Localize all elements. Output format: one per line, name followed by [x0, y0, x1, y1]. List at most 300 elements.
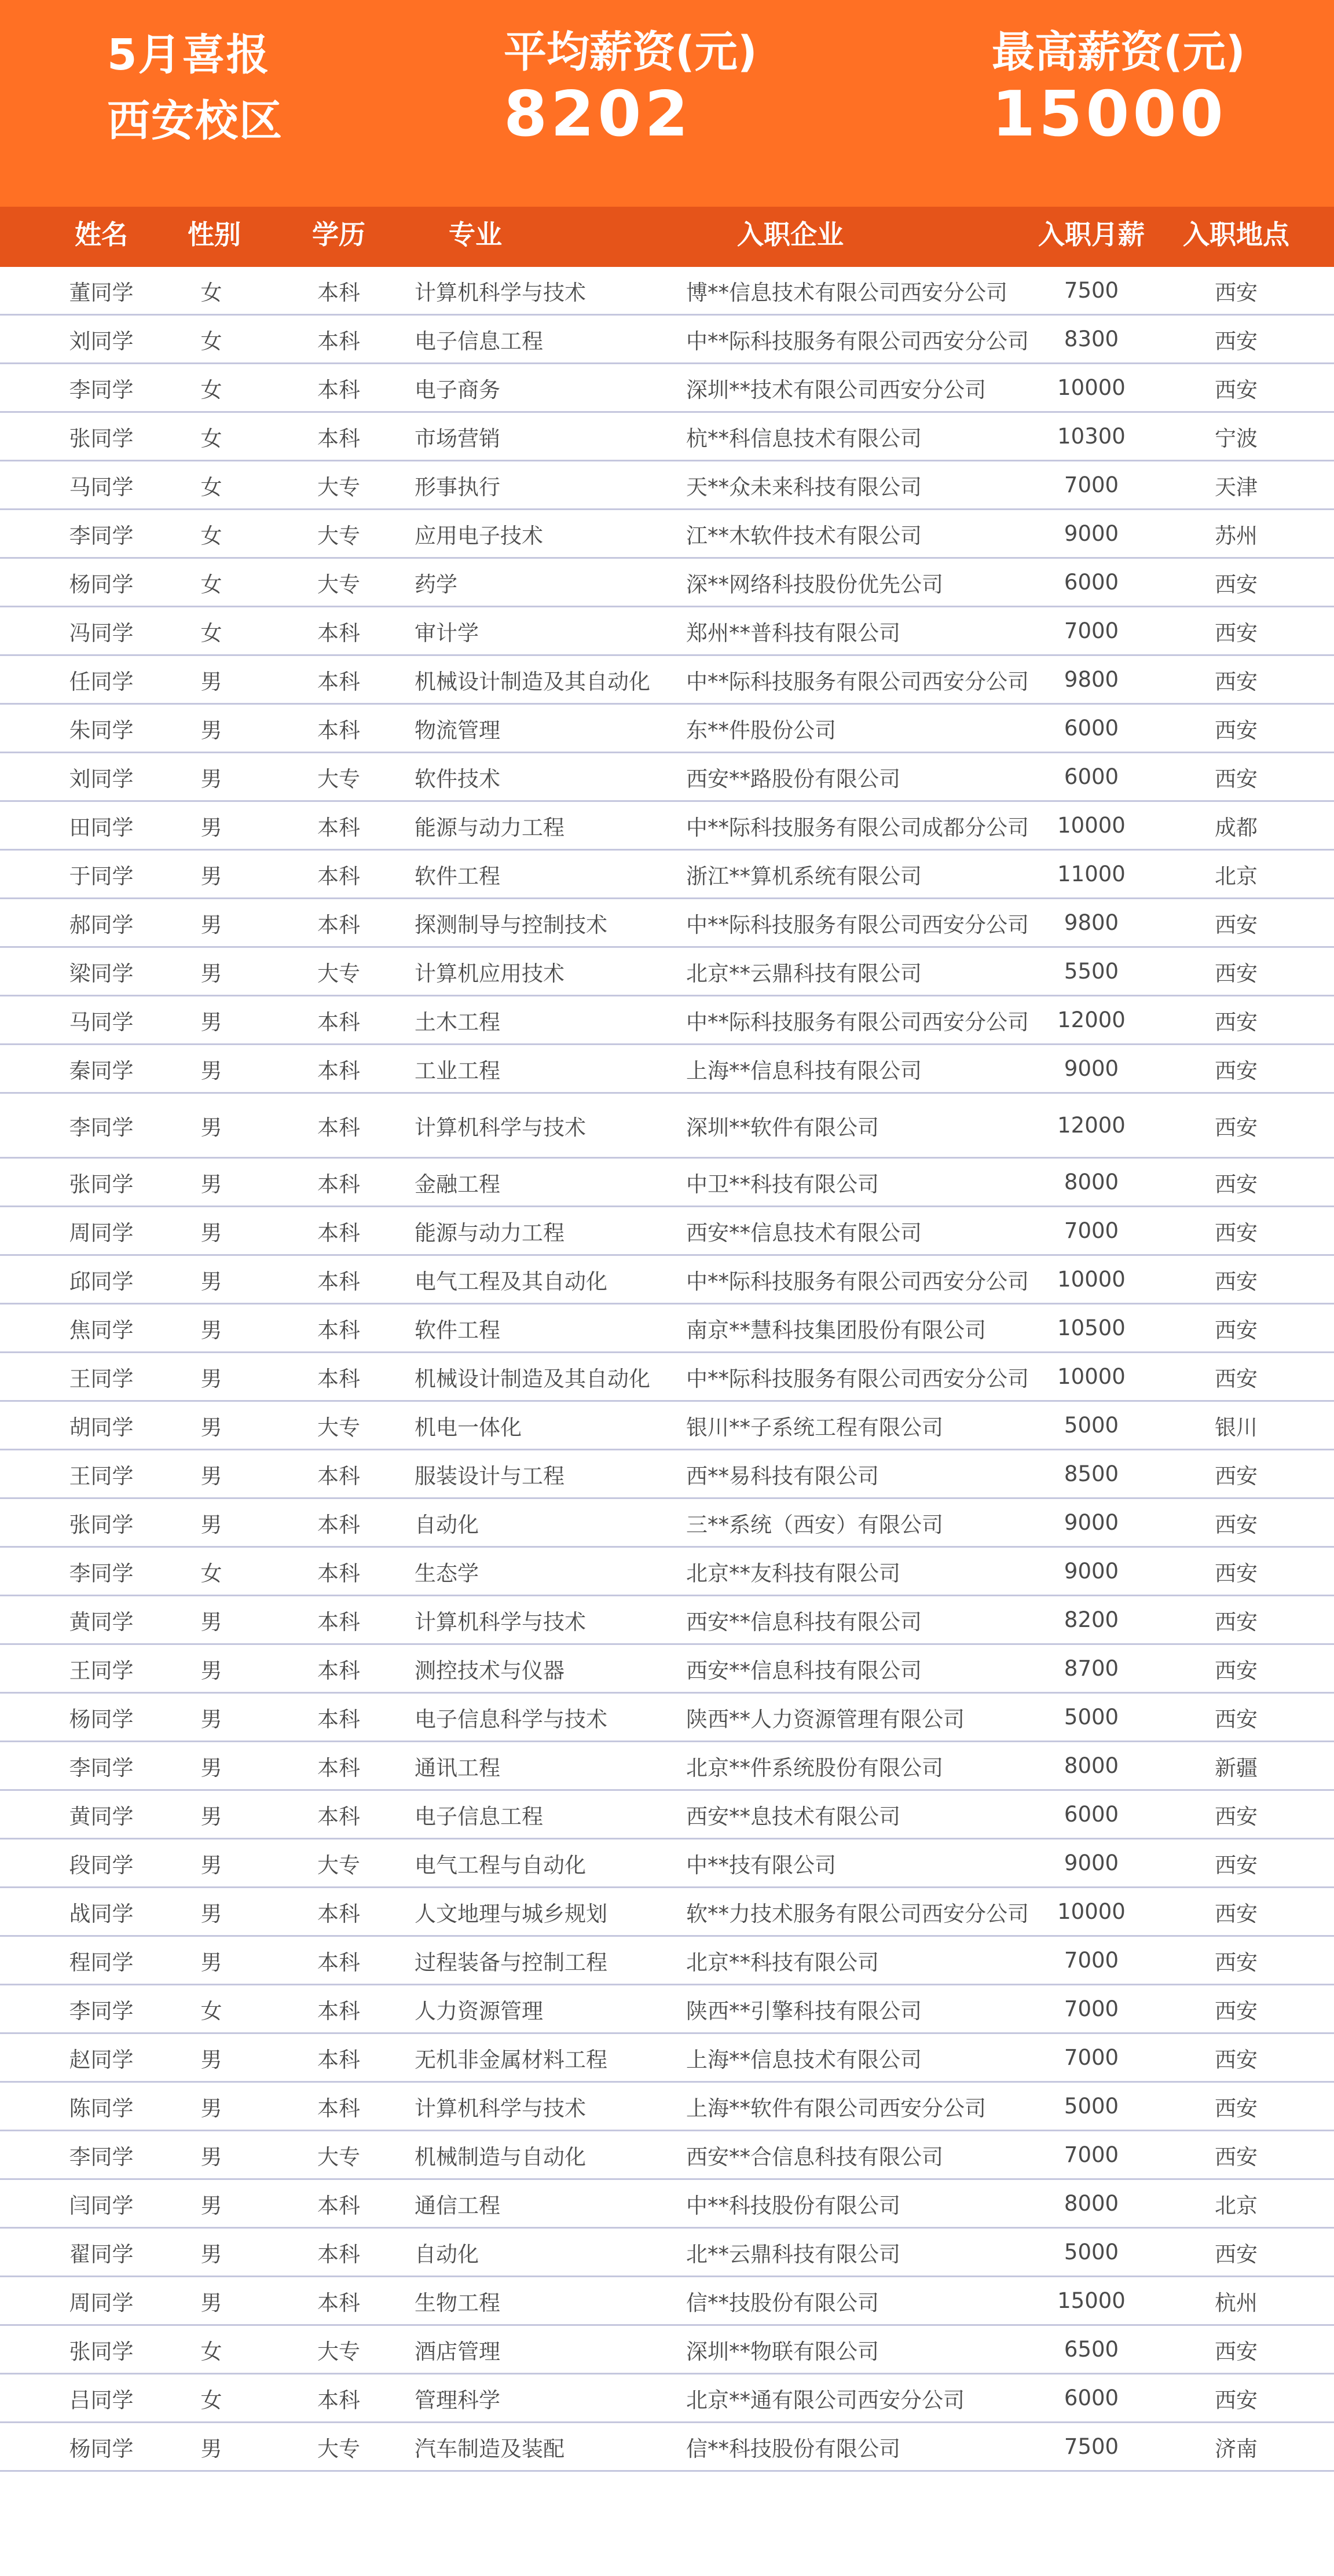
cell-company: 中**际科技服务有限公司成都分公司	[686, 815, 1029, 840]
cell-salary: 9000	[1064, 521, 1119, 546]
cell-name: 王同学	[69, 1658, 134, 1683]
table-row	[0, 1305, 1334, 1353]
cell-gender: 男	[200, 2241, 222, 2267]
cell-education: 本科	[317, 377, 360, 402]
cell-education: 本科	[317, 2241, 360, 2267]
table-row	[0, 1094, 1334, 1159]
cell-company: 中**科技股份有限公司	[686, 2193, 900, 2218]
cell-salary: 9000	[1064, 1510, 1119, 1535]
cell-location: 西安	[1215, 1058, 1258, 1083]
cell-gender: 男	[200, 815, 222, 840]
cell-location: 西安	[1215, 1950, 1258, 1975]
cell-location: 西安	[1215, 1852, 1258, 1878]
table-header	[0, 207, 1334, 267]
cell-major: 通信工程	[415, 2193, 500, 2218]
table-row	[0, 2083, 1334, 2131]
cell-location: 西安	[1215, 1463, 1258, 1489]
cell-education: 本科	[317, 2047, 360, 2072]
cell-location: 西安	[1215, 912, 1258, 937]
cell-location: 新疆	[1215, 1755, 1258, 1780]
column-header-salary: 入职月薪	[1038, 219, 1145, 250]
cell-company: 西安**合信息科技有限公司	[686, 2144, 943, 2170]
cell-name: 梁同学	[69, 961, 134, 986]
cell-name: 赵同学	[69, 2047, 134, 2072]
cell-salary: 6000	[1064, 2386, 1119, 2410]
cell-location: 西安	[1215, 961, 1258, 986]
max-salary-label: 最高薪资(元)	[992, 27, 1245, 77]
cell-education: 大专	[317, 474, 360, 500]
cell-major: 过程装备与控制工程	[415, 1950, 607, 1975]
cell-name: 黄同学	[69, 1804, 134, 1829]
cell-major: 管理科学	[415, 2387, 500, 2413]
cell-salary: 12000	[1057, 1007, 1126, 1032]
cell-location: 宁波	[1215, 426, 1258, 451]
cell-gender: 男	[200, 2193, 222, 2218]
cell-education: 大专	[317, 766, 360, 792]
cell-salary: 10500	[1057, 1316, 1126, 1340]
cell-location: 西安	[1215, 766, 1258, 792]
cell-major: 测控技术与仪器	[415, 1658, 565, 1683]
cell-salary: 7000	[1064, 1218, 1119, 1243]
cell-gender: 男	[200, 1009, 222, 1035]
cell-major: 物流管理	[415, 717, 500, 743]
cell-name: 杨同学	[69, 2436, 134, 2461]
cell-salary: 8000	[1064, 1753, 1119, 1778]
cell-salary: 7000	[1064, 618, 1119, 643]
cell-gender: 男	[200, 1950, 222, 1975]
cell-company: 深圳**物联有限公司	[686, 2339, 879, 2364]
cell-major: 能源与动力工程	[415, 1220, 565, 1245]
cell-name: 李同学	[69, 1998, 134, 2024]
cell-company: 深圳**技术有限公司西安分公司	[686, 377, 986, 402]
cell-name: 刘同学	[69, 766, 134, 792]
cell-company: 深**网络科技股份优先公司	[686, 571, 943, 597]
cell-location: 济南	[1215, 2436, 1258, 2461]
cell-major: 计算机科学与技术	[415, 280, 586, 305]
cell-location: 西安	[1215, 2095, 1258, 2121]
table-row	[0, 2423, 1334, 2472]
cell-gender: 女	[200, 1998, 222, 2024]
cell-company: 信**科技股份有限公司	[686, 2436, 900, 2461]
cell-salary: 8000	[1064, 1170, 1119, 1194]
cell-location: 西安	[1215, 1366, 1258, 1391]
cell-education: 本科	[317, 815, 360, 840]
cell-major: 审计学	[415, 620, 479, 646]
max-salary-stat	[992, 23, 1245, 151]
cell-education: 本科	[317, 1706, 360, 1732]
cell-salary: 11000	[1057, 862, 1126, 886]
cell-location: 苏州	[1215, 523, 1258, 548]
table-row	[0, 1045, 1334, 1094]
table-row	[0, 1596, 1334, 1645]
cell-education: 大专	[317, 523, 360, 548]
cell-company: 陕西**引擎科技有限公司	[686, 1998, 922, 2024]
table-row	[0, 948, 1334, 996]
cell-salary: 5500	[1064, 959, 1119, 984]
cell-salary: 7000	[1064, 472, 1119, 497]
cell-name: 李同学	[69, 1115, 134, 1140]
table-row	[0, 1499, 1334, 1548]
cell-location: 西安	[1215, 280, 1258, 305]
cell-major: 机械制造与自动化	[415, 2144, 586, 2170]
cell-major: 人文地理与城乡规划	[415, 1901, 607, 1926]
cell-salary: 10000	[1057, 375, 1126, 400]
cell-education: 本科	[317, 1658, 360, 1683]
cell-gender: 男	[200, 1058, 222, 1083]
cell-gender: 男	[200, 2144, 222, 2170]
cell-location: 西安	[1215, 1171, 1258, 1197]
cell-company: 北京**科技有限公司	[686, 1950, 879, 1975]
cell-name: 杨同学	[69, 1706, 134, 1732]
cell-name: 李同学	[69, 523, 134, 548]
cell-name: 田同学	[69, 815, 134, 840]
average-salary-label: 平均薪资(元)	[504, 27, 757, 77]
cell-gender: 女	[200, 280, 222, 305]
cell-education: 本科	[317, 669, 360, 694]
cell-location: 西安	[1215, 1609, 1258, 1635]
cell-location: 北京	[1215, 2193, 1258, 2218]
cell-major: 生态学	[415, 1560, 479, 1586]
cell-major: 土木工程	[415, 1009, 500, 1035]
cell-salary: 5000	[1064, 2094, 1119, 2119]
table-row	[0, 1694, 1334, 1742]
cell-gender: 女	[200, 620, 222, 646]
cell-salary: 15000	[1057, 2288, 1126, 2313]
cell-gender: 男	[200, 1512, 222, 1537]
cell-company: 三**系统（西安）有限公司	[686, 1512, 943, 1537]
cell-location: 西安	[1215, 669, 1258, 694]
cell-company: 杭**科信息技术有限公司	[686, 426, 922, 451]
table-row	[0, 1159, 1334, 1207]
cell-gender: 女	[200, 2387, 222, 2413]
cell-salary: 8200	[1064, 1607, 1119, 1632]
cell-gender: 男	[200, 1609, 222, 1635]
cell-salary: 5000	[1064, 1413, 1119, 1438]
cell-location: 杭州	[1215, 2290, 1258, 2315]
cell-name: 马同学	[69, 474, 134, 500]
cell-education: 本科	[317, 912, 360, 937]
table-row	[0, 2229, 1334, 2277]
cell-name: 焦同学	[69, 1317, 134, 1343]
cell-salary: 10000	[1057, 813, 1126, 838]
cell-location: 西安	[1215, 377, 1258, 402]
table-row	[0, 2131, 1334, 2180]
cell-location: 西安	[1215, 2144, 1258, 2170]
cell-location: 银川	[1215, 1415, 1258, 1440]
cell-education: 本科	[317, 280, 360, 305]
cell-salary: 10000	[1057, 1267, 1126, 1292]
cell-gender: 男	[200, 1220, 222, 1245]
cell-salary: 6500	[1064, 2337, 1119, 2362]
cell-company: 北京**件系统股份有限公司	[686, 1755, 943, 1780]
cell-name: 冯同学	[69, 620, 134, 646]
cell-company: 中**际科技服务有限公司西安分公司	[686, 912, 1029, 937]
cell-location: 西安	[1215, 1804, 1258, 1829]
cell-location: 西安	[1215, 2241, 1258, 2267]
cell-major: 机电一体化	[415, 1415, 522, 1440]
cell-education: 本科	[317, 1463, 360, 1489]
cell-education: 本科	[317, 328, 360, 354]
cell-gender: 男	[200, 1463, 222, 1489]
cell-name: 翟同学	[69, 2241, 134, 2267]
table-row	[0, 1840, 1334, 1888]
table-row	[0, 1791, 1334, 1840]
cell-education: 本科	[317, 1317, 360, 1343]
table-row	[0, 1937, 1334, 1985]
cell-major: 汽车制造及装配	[415, 2436, 565, 2461]
cell-name: 陈同学	[69, 2095, 134, 2121]
column-header-name: 姓名	[75, 219, 128, 250]
cell-location: 西安	[1215, 1317, 1258, 1343]
cell-major: 生物工程	[415, 2290, 500, 2315]
cell-location: 西安	[1215, 1560, 1258, 1586]
cell-salary: 6000	[1064, 570, 1119, 595]
table-row	[0, 1256, 1334, 1305]
cell-gender: 男	[200, 961, 222, 986]
table-row	[0, 2326, 1334, 2375]
cell-name: 李同学	[69, 377, 134, 402]
table-row	[0, 1450, 1334, 1499]
table-row	[0, 461, 1334, 510]
column-header-education: 学历	[312, 219, 365, 250]
cell-company: 西安**信息科技有限公司	[686, 1609, 922, 1635]
cell-major: 自动化	[415, 1512, 479, 1537]
cell-major: 无机非金属材料工程	[415, 2047, 607, 2072]
cell-gender: 男	[200, 2095, 222, 2121]
cell-education: 本科	[317, 2387, 360, 2413]
report-title-line2: 西安校区	[107, 96, 283, 146]
cell-gender: 男	[200, 1317, 222, 1343]
cell-gender: 男	[200, 669, 222, 694]
cell-name: 郝同学	[69, 912, 134, 937]
cell-name: 杨同学	[69, 571, 134, 597]
cell-major: 软件工程	[415, 863, 500, 889]
table-row	[0, 559, 1334, 607]
cell-salary: 7000	[1064, 1996, 1119, 2021]
table-row	[0, 1548, 1334, 1596]
cell-education: 本科	[317, 1998, 360, 2024]
cell-location: 西安	[1215, 1658, 1258, 1683]
table-row	[0, 753, 1334, 802]
cell-education: 本科	[317, 1950, 360, 1975]
table-row	[0, 2375, 1334, 2423]
table-row	[0, 413, 1334, 461]
cell-major: 金融工程	[415, 1171, 500, 1197]
table-row	[0, 996, 1334, 1045]
cell-gender: 男	[200, 1171, 222, 1197]
cell-major: 软件技术	[415, 766, 500, 792]
cell-company: 中**技有限公司	[686, 1852, 836, 1878]
cell-major: 探测制导与控制技术	[415, 912, 607, 937]
table-row	[0, 607, 1334, 656]
table-row	[0, 1742, 1334, 1791]
cell-gender: 男	[200, 1804, 222, 1829]
cell-salary: 6000	[1064, 1802, 1119, 1827]
cell-major: 电子信息工程	[415, 328, 543, 354]
cell-salary: 10300	[1057, 424, 1126, 449]
cell-gender: 女	[200, 426, 222, 451]
cell-major: 电子信息工程	[415, 1804, 543, 1829]
cell-name: 邱同学	[69, 1269, 134, 1294]
cell-name: 黄同学	[69, 1609, 134, 1635]
cell-education: 大专	[317, 961, 360, 986]
cell-education: 本科	[317, 2290, 360, 2315]
cell-salary: 10000	[1057, 1899, 1126, 1924]
cell-gender: 男	[200, 717, 222, 743]
cell-education: 本科	[317, 1058, 360, 1083]
cell-name: 周同学	[69, 1220, 134, 1245]
cell-location: 西安	[1215, 1901, 1258, 1926]
cell-name: 张同学	[69, 2339, 134, 2364]
cell-company: 中**际科技服务有限公司西安分公司	[686, 1366, 1029, 1391]
cell-major: 酒店管理	[415, 2339, 500, 2364]
cell-gender: 男	[200, 1755, 222, 1780]
cell-major: 形事执行	[415, 474, 500, 500]
cell-education: 本科	[317, 1901, 360, 1926]
cell-company: 南京**慧科技集团股份有限公司	[686, 1317, 986, 1343]
cell-education: 本科	[317, 863, 360, 889]
cell-education: 本科	[317, 1220, 360, 1245]
cell-salary: 6000	[1064, 764, 1119, 789]
cell-company: 北京**通有限公司西安分公司	[686, 2387, 965, 2413]
cell-company: 深圳**软件有限公司	[686, 1115, 879, 1140]
cell-salary: 7500	[1064, 278, 1119, 303]
cell-education: 本科	[317, 1269, 360, 1294]
cell-salary: 9000	[1064, 1056, 1119, 1081]
cell-major: 机械设计制造及其自动化	[415, 669, 650, 694]
cell-location: 西安	[1215, 1009, 1258, 1035]
cell-salary: 7500	[1064, 2434, 1119, 2459]
cell-company: 西安**息技术有限公司	[686, 1804, 900, 1829]
cell-education: 本科	[317, 1755, 360, 1780]
cell-education: 本科	[317, 1512, 360, 1537]
cell-company: 北京**友科技有限公司	[686, 1560, 900, 1586]
cell-location: 西安	[1215, 717, 1258, 743]
cell-major: 市场营销	[415, 426, 500, 451]
cell-location: 西安	[1215, 1269, 1258, 1294]
cell-company: 中**际科技服务有限公司西安分公司	[686, 1269, 1029, 1294]
cell-major: 软件工程	[415, 1317, 500, 1343]
cell-name: 秦同学	[69, 1058, 134, 1083]
cell-name: 张同学	[69, 426, 134, 451]
cell-company: 西安**信息科技有限公司	[686, 1658, 922, 1683]
cell-education: 本科	[317, 1009, 360, 1035]
cell-location: 西安	[1215, 1115, 1258, 1140]
cell-gender: 男	[200, 2436, 222, 2461]
cell-location: 西安	[1215, 2339, 1258, 2364]
table-row	[0, 1402, 1334, 1450]
cell-name: 段同学	[69, 1852, 134, 1878]
cell-major: 能源与动力工程	[415, 815, 565, 840]
cell-gender: 女	[200, 571, 222, 597]
cell-location: 成都	[1215, 815, 1258, 840]
header-banner	[0, 0, 1334, 207]
table-body	[0, 267, 1334, 2472]
cell-education: 本科	[317, 2095, 360, 2121]
table-row	[0, 1645, 1334, 1694]
cell-company: 天**众未来科技有限公司	[686, 474, 922, 500]
cell-gender: 男	[200, 1115, 222, 1140]
table-row	[0, 802, 1334, 851]
cell-education: 本科	[317, 1366, 360, 1391]
cell-major: 电子信息科学与技术	[415, 1706, 607, 1732]
cell-education: 本科	[317, 717, 360, 743]
cell-salary: 12000	[1057, 1113, 1126, 1138]
cell-salary: 7000	[1064, 2142, 1119, 2167]
cell-salary: 9000	[1064, 1559, 1119, 1584]
cell-company: 软**力技术服务有限公司西安分公司	[686, 1901, 1029, 1926]
cell-company: 中卫**科技有限公司	[686, 1171, 879, 1197]
cell-location: 西安	[1215, 620, 1258, 646]
cell-salary: 7000	[1064, 1948, 1119, 1973]
cell-salary: 6000	[1064, 716, 1119, 741]
cell-name: 吕同学	[69, 2387, 134, 2413]
cell-name: 胡同学	[69, 1415, 134, 1440]
table-row	[0, 1207, 1334, 1256]
cell-gender: 女	[200, 523, 222, 548]
cell-education: 本科	[317, 2193, 360, 2218]
cell-name: 刘同学	[69, 328, 134, 354]
cell-company: 博**信息技术有限公司西安分公司	[686, 280, 1007, 305]
average-salary-value: 8202	[504, 78, 692, 151]
cell-major: 电气工程与自动化	[415, 1852, 586, 1878]
average-salary-stat	[504, 23, 757, 151]
cell-name: 张同学	[69, 1171, 134, 1197]
cell-education: 本科	[317, 426, 360, 451]
cell-name: 王同学	[69, 1366, 134, 1391]
cell-company: 北京**云鼎科技有限公司	[686, 961, 922, 986]
cell-education: 大专	[317, 2339, 360, 2364]
cell-name: 董同学	[69, 280, 134, 305]
cell-company: 上海**软件有限公司西安分公司	[686, 2095, 986, 2121]
cell-company: 北**云鼎科技有限公司	[686, 2241, 900, 2267]
cell-location: 西安	[1215, 1998, 1258, 2024]
cell-name: 李同学	[69, 1560, 134, 1586]
cell-education: 大专	[317, 1852, 360, 1878]
cell-company: 江**木软件技术有限公司	[686, 523, 922, 548]
cell-name: 张同学	[69, 1512, 134, 1537]
cell-location: 北京	[1215, 863, 1258, 889]
cell-major: 药学	[415, 571, 457, 597]
cell-major: 计算机科学与技术	[415, 1115, 586, 1140]
cell-education: 本科	[317, 1804, 360, 1829]
cell-major: 工业工程	[415, 1058, 500, 1083]
max-salary-value: 15000	[992, 78, 1227, 151]
cell-company: 银川**子系统工程有限公司	[686, 1415, 943, 1440]
cell-education: 本科	[317, 620, 360, 646]
cell-salary: 10000	[1057, 1364, 1126, 1389]
cell-education: 本科	[317, 1171, 360, 1197]
table-row	[0, 2034, 1334, 2083]
table-row	[0, 1353, 1334, 1402]
cell-major: 计算机科学与技术	[415, 2095, 586, 2121]
cell-gender: 女	[200, 328, 222, 354]
cell-salary: 5000	[1064, 2240, 1119, 2264]
cell-gender: 男	[200, 863, 222, 889]
cell-major: 自动化	[415, 2241, 479, 2267]
cell-major: 计算机科学与技术	[415, 1609, 586, 1635]
cell-name: 闫同学	[69, 2193, 134, 2218]
table-row	[0, 364, 1334, 413]
cell-company: 西安**路股份有限公司	[686, 766, 900, 792]
table-row	[0, 267, 1334, 316]
table-row	[0, 316, 1334, 364]
table-row	[0, 851, 1334, 899]
cell-company: 西**易科技有限公司	[686, 1463, 879, 1489]
report-title-line1: 5月喜报	[107, 30, 270, 80]
cell-gender: 男	[200, 2290, 222, 2315]
cell-gender: 男	[200, 1366, 222, 1391]
